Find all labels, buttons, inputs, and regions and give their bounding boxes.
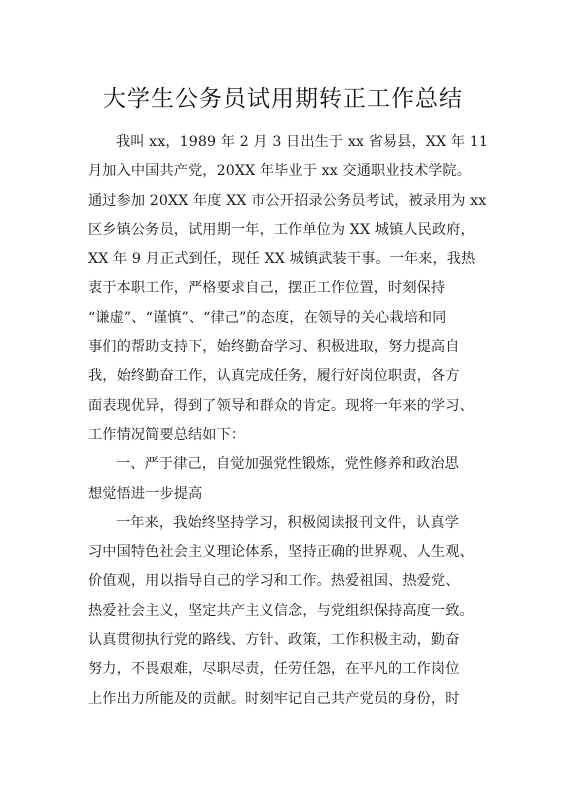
- text-line: 事们的帮助支持下，始终勤奋学习、积极进取，努力提高自: [88, 339, 460, 356]
- text-line: 面表现优异，得到了领导和群众的肯定。现将一年来的学习、: [88, 397, 474, 414]
- text-line: 我叫 xx，1989 年 2 月 3 日出生于 xx 省易县，XX 年 11: [116, 134, 488, 150]
- text-line: 我，始终勤奋工作，认真完成任务，履行好岗位职责，各方: [88, 368, 460, 385]
- text-line: XX 年 9 月正式到任，现任 XX 城镇武装干事。一年来，我热: [88, 251, 476, 268]
- text-line: 价值观，用以指导自己的学习和工作。热爱祖国、热爱党、: [88, 573, 460, 590]
- text-line: “谦虚”、“谨慎”、“律己”的态度，在领导的关心栽培和同: [88, 309, 447, 326]
- document-body: [88, 128, 500, 714]
- text-line: 衷于本职工作，严格要求自己，摆正工作位置，时刻保持: [88, 280, 446, 297]
- text-line: 一、严于律己，自觉加强党性锻炼，党性修养和政治思: [116, 456, 459, 473]
- text-line: 一年来，我始终坚持学习，积极阅读报刊文件，认真学: [116, 514, 459, 531]
- text-line: 想觉悟进一步提高: [88, 485, 203, 502]
- text-line: 热爱社会主义，坚定共产主义信念，与党组织保持高度一致。: [88, 602, 474, 619]
- text-line: 上作出力所能及的贡献。时刻牢记自己共产党员的身份，时: [88, 690, 460, 707]
- text-line: 通过参加 20XX 年度 XX 市公开招录公务员考试，被录用为 xx: [88, 192, 487, 209]
- text-line: 月加入中国共产党，20XX 年毕业于 xx 交通职业技术学院。: [88, 163, 472, 180]
- text-line: 努力，不畏艰难，尽职尽责，任劳任怨，在平凡的工作岗位: [88, 661, 460, 678]
- text-line: 认真贯彻执行党的路线、方针、政策，工作积极主动，勤奋: [88, 632, 460, 649]
- text-line: 习中国特色社会主义理论体系，坚持正确的世界观、人生观、: [88, 544, 474, 561]
- document-title: 大学生公务员试用期转正工作总结: [103, 86, 463, 112]
- text-line: 区乡镇公务员，试用期一年，工作单位为 XX 城镇人民政府，: [88, 221, 475, 238]
- text-line: 工作情况简要总结如下：: [88, 426, 246, 443]
